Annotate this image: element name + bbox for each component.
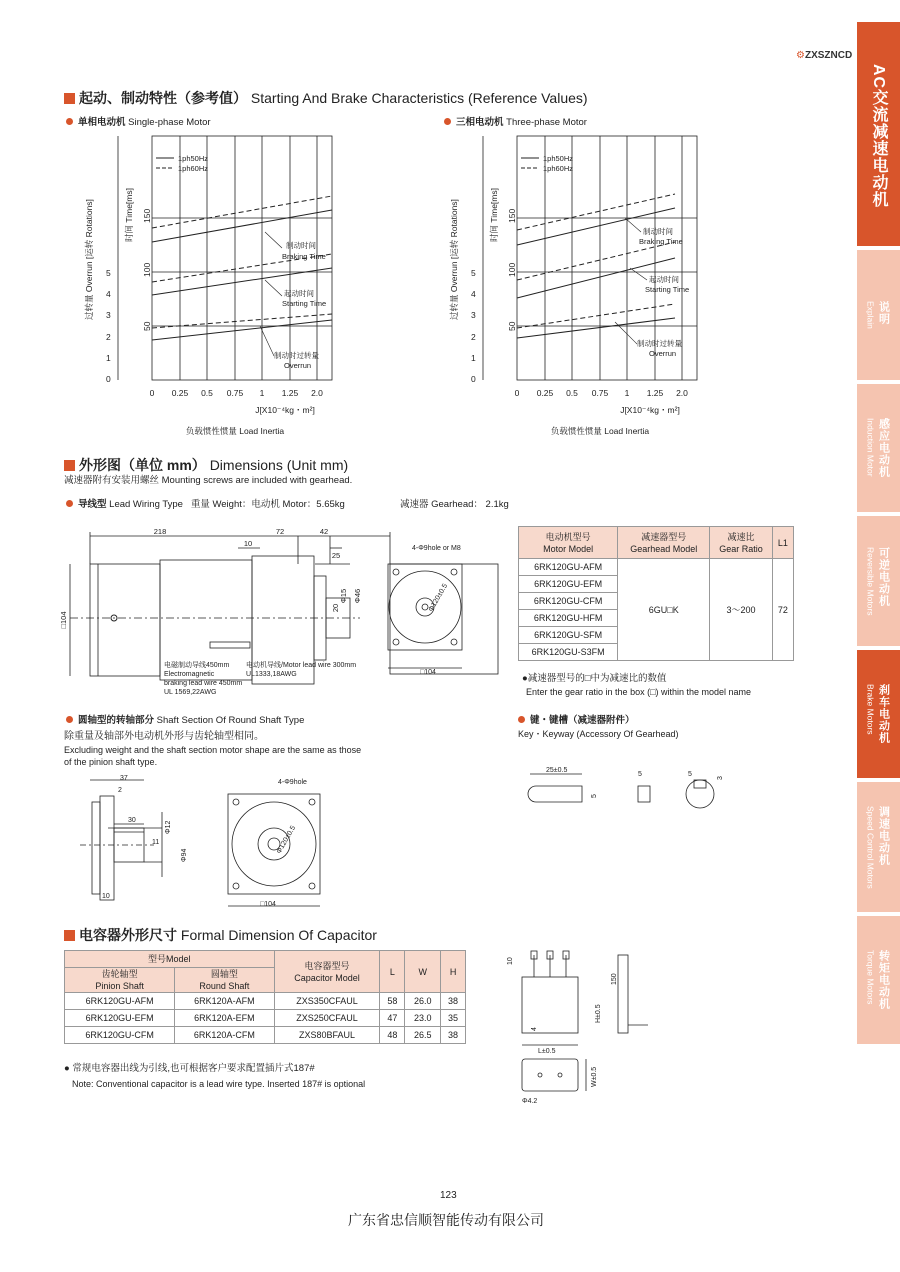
svg-text:20: 20 <box>331 603 340 613</box>
col-h: H <box>441 951 466 993</box>
chart-single-phase <box>70 130 370 440</box>
col-motor-model: 电动机型号 Motor Model <box>519 527 618 559</box>
svg-text:braking lead wire 450mm: braking lead wire 450mm <box>164 680 243 687</box>
svg-text:100: 100 <box>507 262 517 277</box>
gear-ratio-note-en: Enter the gear ratio in the box (□) within the model name <box>526 687 752 697</box>
sidebar-header: AC交流减速电动机 <box>857 22 900 246</box>
capacitor-note-zh: ● 常规电容器出线为引线,也可根据客户要求配置插片式187# <box>64 1063 315 1074</box>
svg-text:150: 150 <box>611 973 618 985</box>
svg-text:25±0.5: 25±0.5 <box>546 767 568 774</box>
svg-text:制动时过转量: 制动时过转量 <box>637 339 682 348</box>
logo-gear-icon: ⚙ <box>796 50 805 61</box>
svg-text:50: 50 <box>142 321 152 331</box>
gearhead-weight: 减速器 Gearhead： 2.1kg <box>400 499 509 510</box>
svg-text:100: 100 <box>142 262 152 277</box>
col-capacitor-model: 电容器型号 Capacitor Model <box>274 951 380 993</box>
svg-text:Overrun: Overrun <box>284 361 312 370</box>
svg-text:0.5: 0.5 <box>201 388 213 398</box>
svg-text:0.75: 0.75 <box>591 388 609 398</box>
sidebar-item-induction[interactable]: 感应电动机 Induction Motor <box>857 384 900 512</box>
col-l: L <box>380 951 405 993</box>
svg-text:UL1333,18AWG: UL1333,18AWG <box>246 671 297 678</box>
table-cell: 6GU□K <box>618 559 710 661</box>
round-shaft-desc-en2: of the pinion shaft type. <box>64 757 158 767</box>
svg-text:Starting Time: Starting Time <box>282 299 327 308</box>
svg-text:3: 3 <box>106 310 111 320</box>
svg-text:5: 5 <box>471 268 476 278</box>
svg-text:1ph50Hz: 1ph50Hz <box>178 154 209 163</box>
svg-text:制动时间: 制动时间 <box>643 227 673 236</box>
round-shaft-side-view <box>80 772 200 912</box>
table-cell: 6RK120GU-CFM <box>519 593 618 610</box>
table-cell: 6RK120GU-S3FM <box>519 644 618 661</box>
bullet-icon <box>66 500 73 507</box>
company-name: 广东省忠信顺智能传动有限公司 <box>348 1212 544 1228</box>
svg-text:4: 4 <box>531 1027 538 1031</box>
svg-text:1: 1 <box>624 388 630 398</box>
bullet-icon <box>66 118 73 125</box>
table-row: 6RK120GU-EFM 6RK120A-EFM ZXS250CFAUL 47 23.0 35 <box>65 1010 466 1027</box>
capacitor-note-en: Note: Conventional capacitor is a lead wire type. Inserted 187# is optional <box>72 1079 366 1089</box>
svg-text:4: 4 <box>106 289 111 299</box>
motor-front-view <box>380 540 490 680</box>
svg-text:2: 2 <box>106 332 111 342</box>
section-title-characteristics: 起动、制动特性（参考值） Starting And Brake Characteristics (Reference Values) <box>64 88 588 108</box>
svg-text:1.25: 1.25 <box>646 388 664 398</box>
svg-text:5: 5 <box>591 794 598 798</box>
svg-text:J[X10⁻⁴kg・m²]: J[X10⁻⁴kg・m²] <box>255 405 315 415</box>
key-title: 键・键槽（减速器附件） <box>518 714 635 727</box>
svg-text:0: 0 <box>514 388 520 398</box>
svg-text:□104: □104 <box>420 669 436 676</box>
svg-text:Braking Time: Braking Time <box>282 252 326 261</box>
svg-text:30: 30 <box>128 817 136 824</box>
svg-text:10: 10 <box>102 893 110 900</box>
table-cell: 72 <box>772 559 793 661</box>
svg-text:2: 2 <box>471 332 476 342</box>
section-marker-icon <box>64 93 75 104</box>
svg-text:Φ120±0.5: Φ120±0.5 <box>275 824 298 855</box>
section-title-capacitor: 电容器外形尺寸 Formal Dimension Of Capacitor <box>64 925 377 945</box>
svg-text:1: 1 <box>106 353 111 363</box>
svg-text:150: 150 <box>507 208 517 223</box>
col-pinion-shaft: 齿轮轴型 Pinion Shaft <box>65 968 175 993</box>
svg-text:Φ4.2: Φ4.2 <box>522 1098 538 1105</box>
table-cell: 6RK120GU-AFM <box>519 559 618 576</box>
key-title-en: Key・Keyway (Accessory Of Gearhead) <box>518 729 679 739</box>
sidebar-item-torque[interactable]: 转矩电动机 Torque Motors <box>857 916 900 1044</box>
svg-text:1: 1 <box>259 388 265 398</box>
svg-text:3: 3 <box>471 310 476 320</box>
svg-text:72: 72 <box>275 527 285 536</box>
svg-text:5: 5 <box>638 771 642 778</box>
page-number: 123 <box>440 1190 457 1201</box>
svg-text:时间 Time[ms]: 时间 Time[ms] <box>124 188 134 242</box>
col-gear-ratio: 减速比 Gear Ratio <box>710 527 773 559</box>
svg-text:电动机导线/Motor lead wire 300mm: 电动机导线/Motor lead wire 300mm <box>246 662 357 669</box>
col-round-shaft: 圆轴型 Round Shaft <box>175 968 274 993</box>
gear-ratio-note-zh: ●减速器型号的□中为减速比的数值 <box>522 673 667 684</box>
svg-text:过转量 Overrun [运转 Rotations]: 过转量 Overrun [运转 Rotations] <box>449 199 459 320</box>
table-row: 6RK120GU-CFM 6RK120A-CFM ZXS80BFAUL 48 26.5 38 <box>65 1027 466 1044</box>
svg-text:Φ15: Φ15 <box>339 588 348 604</box>
table-cell: 6RK120GU-EFM <box>519 576 618 593</box>
svg-text:2.0: 2.0 <box>676 388 688 398</box>
section-marker-icon <box>64 930 75 941</box>
round-shaft-title: 圆轴型的转轴部分 Shaft Section Of Round Shaft Type <box>66 714 304 727</box>
svg-text:0.5: 0.5 <box>566 388 578 398</box>
svg-text:L±0.5: L±0.5 <box>538 1048 556 1055</box>
svg-text:Φ120±0.5: Φ120±0.5 <box>427 582 450 613</box>
svg-text:□104: □104 <box>260 901 276 908</box>
svg-text:0.25: 0.25 <box>536 388 554 398</box>
svg-text:0: 0 <box>149 388 155 398</box>
motor-model-table <box>518 526 794 661</box>
round-shaft-desc-zh: 除重量及轴部外电动机外形与齿轮轴型相同。 <box>64 731 264 742</box>
svg-text:0: 0 <box>471 374 476 384</box>
svg-text:Overrun: Overrun <box>649 349 677 358</box>
svg-text:制动时间: 制动时间 <box>286 241 316 250</box>
col-group-model: 型号Model <box>65 951 275 968</box>
svg-text:4-Φ9hole: 4-Φ9hole <box>278 779 307 786</box>
svg-text:2: 2 <box>118 787 122 794</box>
svg-text:H±0.5: H±0.5 <box>595 1004 602 1023</box>
bullet-icon <box>518 716 525 723</box>
svg-text:Braking Time: Braking Time <box>639 237 683 246</box>
svg-text:□104: □104 <box>59 611 68 629</box>
sidebar-item-speed-control[interactable]: 调速电动机 Speed Control Motors <box>857 782 900 912</box>
table-cell: 6RK120GU-SFM <box>519 627 618 644</box>
three-phase-label: 三相电动机 Three-phase Motor <box>444 114 587 128</box>
svg-text:10: 10 <box>243 539 253 548</box>
svg-text:0.25: 0.25 <box>171 388 189 398</box>
svg-text:UL 1569,22AWG: UL 1569,22AWG <box>164 689 217 696</box>
svg-text:Φ46: Φ46 <box>353 588 362 604</box>
table-cell: 3～200 <box>710 559 773 661</box>
col-w: W <box>405 951 441 993</box>
bullet-icon <box>66 716 73 723</box>
lead-wiring-type-label: 导线型 Lead Wiring Type 重量 Weight：电动机 Motor：5.65kg <box>66 498 345 511</box>
capacitor-table <box>64 950 466 1044</box>
svg-text:负载惯性惯量 Load Inertia: 负载惯性惯量 Load Inertia <box>185 426 285 436</box>
svg-text:25: 25 <box>331 551 341 560</box>
single-phase-label: 单相电动机 Single-phase Motor <box>66 114 211 128</box>
svg-text:电磁制动导线450mm: 电磁制动导线450mm <box>164 662 230 669</box>
svg-text:0.75: 0.75 <box>226 388 244 398</box>
svg-text:制动时过转量: 制动时过转量 <box>274 351 319 360</box>
svg-text:1: 1 <box>471 353 476 363</box>
svg-text:50: 50 <box>507 321 517 331</box>
round-shaft-front-view <box>220 774 340 914</box>
capacitor-drawing <box>500 945 680 1110</box>
svg-text:1.25: 1.25 <box>281 388 299 398</box>
svg-text:42: 42 <box>319 527 329 536</box>
svg-text:Electromagnetic: Electromagnetic <box>164 671 215 678</box>
svg-text:10: 10 <box>507 957 514 965</box>
svg-text:W±0.5: W±0.5 <box>591 1066 598 1087</box>
svg-text:218: 218 <box>153 527 167 536</box>
svg-text:3: 3 <box>717 776 724 780</box>
section-marker-icon <box>64 460 75 471</box>
bullet-icon <box>444 118 451 125</box>
chart-three-phase <box>435 130 735 440</box>
table-row: 6RK120GU-AFM 6RK120A-AFM ZXS350CFAUL 58 26.0 38 <box>65 993 466 1010</box>
col-l1: L1 <box>772 527 793 559</box>
sidebar-item-reversible[interactable]: 可逆电动机 Reversible Motors <box>857 516 900 646</box>
svg-text:5: 5 <box>106 268 111 278</box>
svg-text:5: 5 <box>688 771 692 778</box>
svg-text:37: 37 <box>120 775 128 782</box>
svg-text:J[X10⁻⁴kg・m²]: J[X10⁻⁴kg・m²] <box>620 405 680 415</box>
svg-text:4-Φ9hole or M8: 4-Φ9hole or M8 <box>412 545 461 552</box>
svg-text:1ph60Hz: 1ph60Hz <box>543 164 574 173</box>
svg-text:Starting Time: Starting Time <box>645 285 690 294</box>
svg-text:起动时间: 起动时间 <box>649 275 679 284</box>
svg-text:0: 0 <box>106 374 111 384</box>
sidebar-item-brake[interactable]: 刹车电动机 Brake Motors <box>857 650 900 778</box>
table-cell: 6RK120GU-HFM <box>519 610 618 627</box>
svg-text:4: 4 <box>471 289 476 299</box>
svg-text:过转量 Overrun [运转 Rotations]: 过转量 Overrun [运转 Rotations] <box>84 199 94 320</box>
brand-logo: ⚙ZXSZNCD <box>796 50 853 61</box>
col-gearhead-model: 减速器型号 Gearhead Model <box>618 527 710 559</box>
svg-text:Φ12: Φ12 <box>165 820 172 834</box>
round-shaft-desc-en1: Excluding weight and the shaft section motor shape are the same as those <box>64 745 362 755</box>
key-drawing <box>520 762 760 822</box>
svg-text:150: 150 <box>142 208 152 223</box>
svg-text:负载惯性惯量 Load Inertia: 负载惯性惯量 Load Inertia <box>550 426 650 436</box>
sidebar-item-explain[interactable]: 说明 Explain <box>857 250 900 380</box>
svg-text:时间 Time[ms]: 时间 Time[ms] <box>489 188 499 242</box>
svg-text:2.0: 2.0 <box>311 388 323 398</box>
svg-text:1ph50Hz: 1ph50Hz <box>543 154 574 163</box>
svg-text:1ph60Hz: 1ph60Hz <box>178 164 209 173</box>
mounting-note: 减速器附有安装用螺丝 Mounting screws are included with gearhead. <box>64 475 353 486</box>
svg-text:Φ94: Φ94 <box>181 848 188 862</box>
svg-text:起动时间: 起动时间 <box>284 289 314 298</box>
svg-text:11: 11 <box>152 839 160 846</box>
section-title-dimensions: 外形图（单位 mm） Dimensions (Unit mm) <box>64 455 348 475</box>
